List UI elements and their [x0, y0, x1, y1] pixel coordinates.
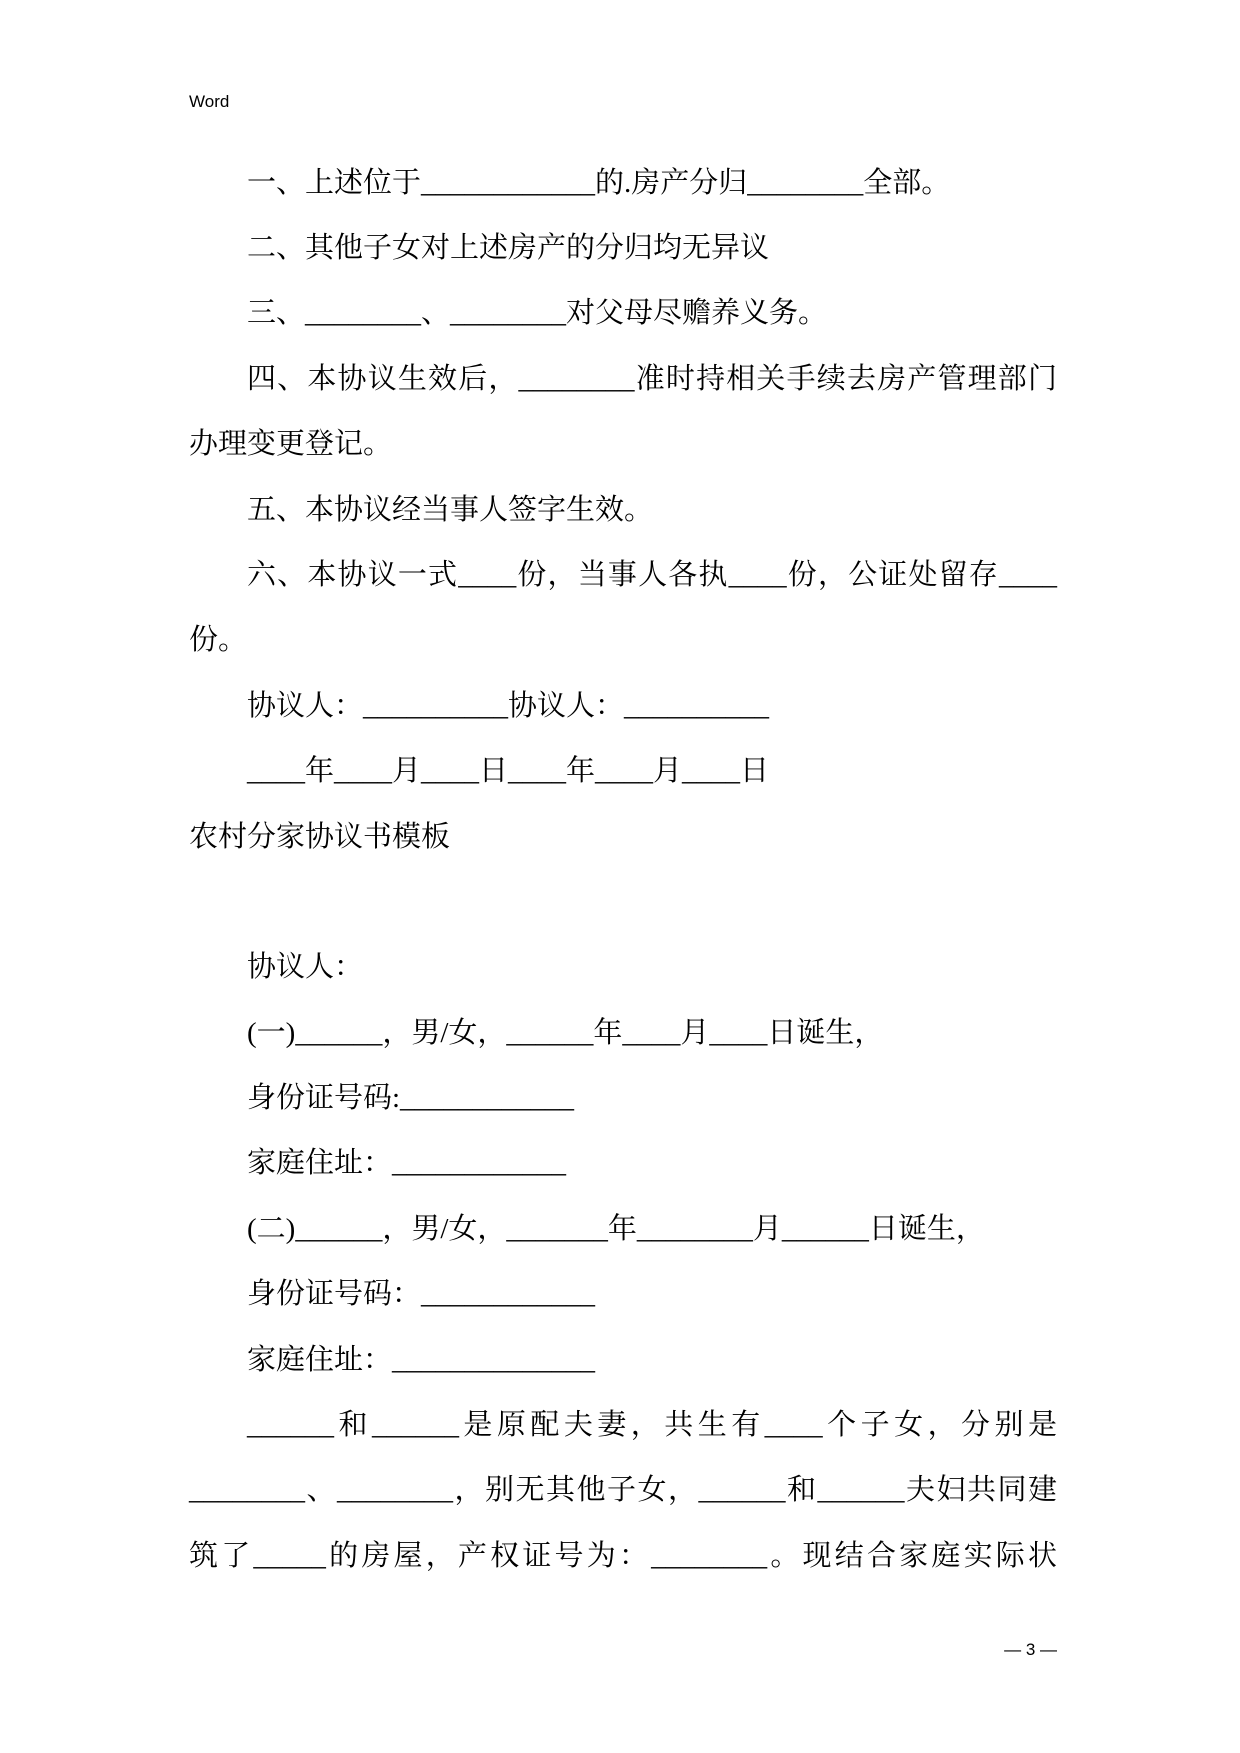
party-2-intro: (二)______，男/女，_______年________月______日诞生， — [247, 1212, 985, 1245]
statement-line-3: 筑了_____的房屋，产权证号为：________。现结合家庭实际状 — [189, 1539, 1057, 1572]
signing-date-line: ____年____月____日____年____月____日 — [247, 755, 770, 788]
clause-4-line-2: 办理变更登记。 — [189, 428, 393, 461]
template-title: 农村分家协议书模板 — [189, 820, 451, 853]
clause-2: 二、其他子女对上述房产的分归均无异议 — [247, 231, 770, 264]
parties-label: 协议人： — [247, 951, 364, 984]
clause-5: 五、本协议经当事人签字生效。 — [247, 493, 654, 526]
header-label: Word — [189, 92, 230, 111]
party-2-id-number: 身份证号码：____________ — [247, 1278, 596, 1311]
clause-1: 一、上述位于____________的.房产分归________全部。 — [247, 166, 951, 199]
party-1-address: 家庭住址：____________ — [247, 1147, 567, 1180]
party-2-address: 家庭住址：______________ — [247, 1343, 596, 1376]
statement-line-2: ________、________，别无其他子女，______和______夫妇共同建 — [189, 1474, 1057, 1507]
party-1-id-number: 身份证号码:____________ — [247, 1082, 575, 1115]
party-1-intro: (一)______，男/女，______年____月____日诞生， — [247, 1016, 884, 1049]
clause-4-line-1: 四、本协议生效后，________准时持相关手续去房产管理部门 — [247, 362, 1057, 395]
clause-3: 三、________、________对父母尽赡养义务。 — [247, 297, 828, 330]
blank-line — [189, 870, 1057, 935]
document-body — [189, 151, 1057, 1590]
page-number: — 3 — — [1004, 1640, 1057, 1659]
statement-line-1: ______和______是原配夫妻，共生有____个子女，分别是 — [247, 1409, 1057, 1442]
clause-6-line-2: 份。 — [189, 624, 248, 657]
signatory-line: 协议人：__________协议人：__________ — [247, 689, 770, 722]
clause-6-line-1: 六、本协议一式____份，当事人各执____份，公证处留存____ — [247, 558, 1057, 591]
